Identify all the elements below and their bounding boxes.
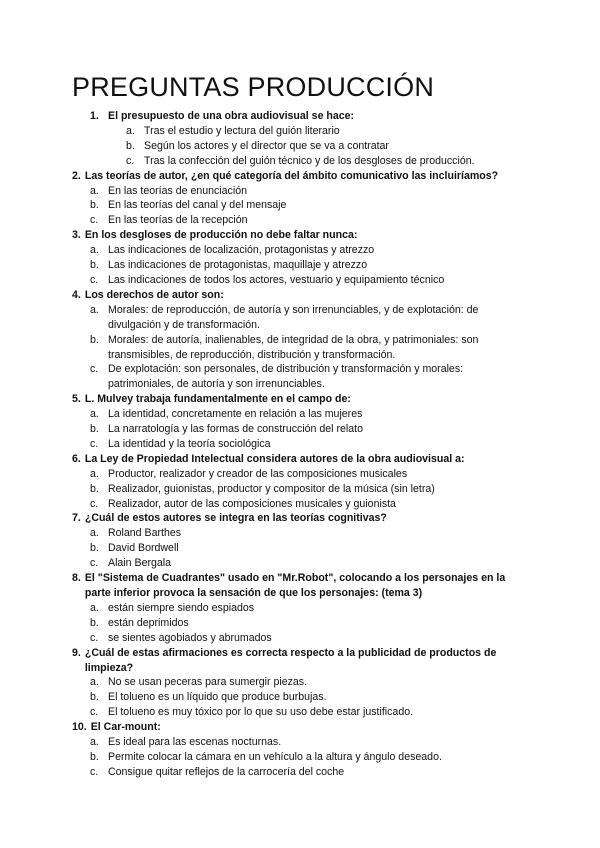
question-number: 4.: [72, 288, 81, 301]
option-letter: a.: [90, 736, 99, 749]
option-letter: c.: [90, 557, 99, 570]
answer-options: [72, 407, 528, 452]
question-number: 7.: [72, 512, 81, 525]
option-letter: a.: [90, 527, 99, 540]
option-text: Morales: de reproducción, de autoría y son irrenunciables, y de explotación: de divulgación y de transformación.: [108, 303, 479, 331]
option-letter: a.: [90, 467, 99, 480]
option-text: Las indicaciones de protagonistas, maquillaje y atrezzo: [108, 259, 368, 272]
question-text: ¿Cuál de estos autores se integra en las teorías cognitivas?: [84, 512, 387, 525]
option-letter: a.: [90, 244, 99, 257]
option-text: El tolueno es un líquido que produce burbujas.: [108, 691, 327, 704]
option-text: Las indicaciones de todos los actores, vestuario y equipamiento técnico: [108, 273, 445, 286]
answer-option-c: [72, 556, 528, 571]
option-letter: c.: [90, 497, 99, 510]
answer-options: [72, 124, 528, 169]
option-text: El tolueno es muy tóxico por lo que su uso debe estar justificado.: [108, 706, 414, 719]
option-letter: c.: [126, 154, 135, 167]
option-text: Realizador, autor de las composiciones musicales y guionista: [108, 497, 396, 510]
question-heading: [72, 228, 528, 243]
option-letter: b.: [90, 542, 99, 555]
option-letter: a.: [90, 601, 99, 614]
option-text: No se usan peceras para sumergir piezas.: [108, 676, 308, 689]
question-heading: [72, 720, 528, 735]
option-text: La narratología y las formas de construcción del relato: [108, 423, 363, 436]
option-text: David Bordwell: [108, 542, 179, 555]
option-letter: b.: [90, 750, 99, 763]
option-letter: c.: [90, 363, 99, 376]
option-text: De explotación: son personales, de distribución y transformación y morales: patrimoniales, de autoría y son irrenunciables.: [108, 363, 464, 391]
answer-option-b: [72, 616, 528, 631]
question-number: 3.: [72, 229, 81, 242]
answer-option-b: [72, 482, 528, 497]
question-heading: [72, 169, 528, 184]
answer-options: [72, 184, 528, 229]
option-letter: b.: [90, 482, 99, 495]
option-letter: a.: [126, 124, 135, 137]
answer-option-b: [72, 750, 528, 765]
option-text: La identidad y la teoría sociológica: [108, 437, 271, 450]
page-title: PREGUNTAS PRODUCCIÓN: [72, 72, 435, 102]
question-text: El "Sistema de Cuadrantes" usado en "Mr.Robot", colocando a los personajes en la parte inferior provoca la sensación de que los personajes: (tema 3): [84, 572, 506, 599]
question-10: [72, 720, 528, 780]
question-list: [72, 109, 528, 780]
option-letter: c.: [90, 706, 99, 719]
option-letter: b.: [90, 199, 99, 212]
answer-option-a: [72, 467, 528, 482]
answer-option-a: [72, 184, 528, 199]
question-number: 2.: [72, 169, 81, 182]
answer-option-c: [72, 362, 528, 392]
answer-option-b: [72, 198, 528, 213]
option-letter: c.: [90, 631, 99, 644]
question-number: 6.: [72, 452, 81, 465]
answer-option-b: [72, 333, 528, 363]
question-9: [72, 646, 528, 721]
answer-option-b: [72, 541, 528, 556]
answer-options: [72, 675, 528, 720]
question-number: 9.: [72, 646, 81, 659]
answer-option-c: [72, 631, 528, 646]
answer-options: [72, 467, 528, 512]
option-letter: a.: [90, 408, 99, 421]
question-text: Los derechos de autor son:: [84, 288, 224, 301]
question-heading: [72, 452, 528, 467]
answer-option-b: [72, 139, 528, 154]
answer-option-b: [72, 258, 528, 273]
answer-option-c: [72, 437, 528, 452]
option-letter: b.: [90, 333, 99, 346]
option-text: En las teorías de la recepción: [108, 214, 248, 227]
answer-option-a: [72, 124, 528, 139]
question-heading: [72, 109, 528, 124]
answer-options: [72, 601, 528, 646]
question-7: [72, 511, 528, 571]
question-heading: [72, 571, 528, 601]
option-text: Realizador, guionistas, productor y compositor de la música (sin letra): [108, 482, 435, 495]
option-text: Alain Bergala: [108, 557, 172, 570]
question-text: ¿Cuál de estas afirmaciones es correcta respecto a la publicidad de productos de limpieza?: [84, 646, 497, 674]
question-5: [72, 392, 528, 452]
question-3: [72, 228, 528, 288]
answer-option-a: [72, 526, 528, 541]
option-text: Es ideal para las escenas nocturnas.: [108, 736, 282, 749]
answer-option-a: [72, 601, 528, 616]
answer-option-b: [72, 690, 528, 705]
option-text: Productor, realizador y creador de las composiciones musicales: [108, 467, 408, 480]
answer-options: [72, 526, 528, 571]
answer-options: [72, 243, 528, 288]
option-text: Roland Barthes: [108, 527, 182, 540]
answer-option-b: [72, 422, 528, 437]
answer-option-a: [72, 303, 528, 333]
answer-option-c: [72, 705, 528, 720]
option-letter: a.: [90, 303, 99, 316]
option-letter: b.: [90, 616, 99, 629]
option-letter: c.: [90, 214, 99, 227]
question-number: 1.: [90, 110, 99, 122]
option-text: Consigue quitar reflejos de la carrocería del coche: [108, 765, 345, 778]
question-number: 10.: [72, 721, 87, 734]
option-text: La identidad, concretamente en relación a las mujeres: [108, 408, 363, 421]
question-1: [72, 109, 528, 169]
question-number: 8.: [72, 572, 81, 585]
question-text: El Car-mount:: [90, 721, 161, 734]
option-text: Las indicaciones de localización, protagonistas y atrezzo: [108, 244, 375, 257]
question-text: La Ley de Propiedad Intelectual considera autores de la obra audiovisual a:: [84, 452, 465, 465]
option-letter: a.: [90, 676, 99, 689]
option-text: están deprimidos: [108, 616, 189, 629]
question-heading: [72, 392, 528, 407]
answer-option-a: [72, 243, 528, 258]
option-text: Según los actores y el director que se va a contratar: [144, 139, 389, 152]
option-text: Permite colocar la cámara en un vehículo a la altura y ángulo deseado.: [108, 750, 442, 763]
answer-options: [72, 735, 528, 780]
question-heading: [72, 511, 528, 526]
option-letter: b.: [90, 691, 99, 704]
question-text: El presupuesto de una obra audiovisual se hace:: [108, 110, 355, 122]
option-text: Tras la confección del guión técnico y de los desgloses de producción.: [144, 154, 475, 167]
option-letter: b.: [126, 139, 135, 152]
option-letter: b.: [90, 423, 99, 436]
option-text: En las teorías de enunciación: [108, 184, 247, 197]
answer-option-c: [72, 213, 528, 228]
answer-option-c: [72, 765, 528, 780]
option-letter: c.: [90, 437, 99, 450]
answer-option-c: [72, 273, 528, 288]
option-text: En las teorías del canal y del mensaje: [108, 199, 287, 212]
option-letter: a.: [90, 184, 99, 197]
answer-option-a: [72, 735, 528, 750]
answer-options: [72, 303, 528, 392]
question-text: En los desgloses de producción no debe faltar nunca:: [84, 229, 358, 242]
option-letter: c.: [90, 273, 99, 286]
question-2: [72, 169, 528, 229]
question-heading: [72, 646, 528, 676]
question-heading: [72, 288, 528, 303]
option-text: Morales: de autoría, inalienables, de integridad de la obra, y patrimoniales: son transmisibles, de reproducción, distribución y transformación.: [108, 333, 479, 361]
option-letter: c.: [90, 765, 99, 778]
question-8: [72, 571, 528, 646]
question-text: Las teorías de autor, ¿en qué categoría del ámbito comunicativo las incluiríamos?: [84, 169, 499, 182]
question-number: 5.: [72, 393, 81, 406]
answer-option-a: [72, 407, 528, 422]
question-4: [72, 288, 528, 392]
question-6: [72, 452, 528, 512]
option-text: Tras el estudio y lectura del guión literario: [144, 124, 340, 137]
answer-option-a: [72, 675, 528, 690]
question-text: L. Mulvey trabaja fundamentalmente en el campo de:: [84, 393, 351, 406]
answer-option-c: [72, 154, 528, 169]
option-text: están siempre siendo espiados: [108, 601, 255, 614]
option-letter: b.: [90, 259, 99, 272]
option-text: se sientes agobiados y abrumados: [108, 631, 272, 644]
answer-option-c: [72, 497, 528, 512]
